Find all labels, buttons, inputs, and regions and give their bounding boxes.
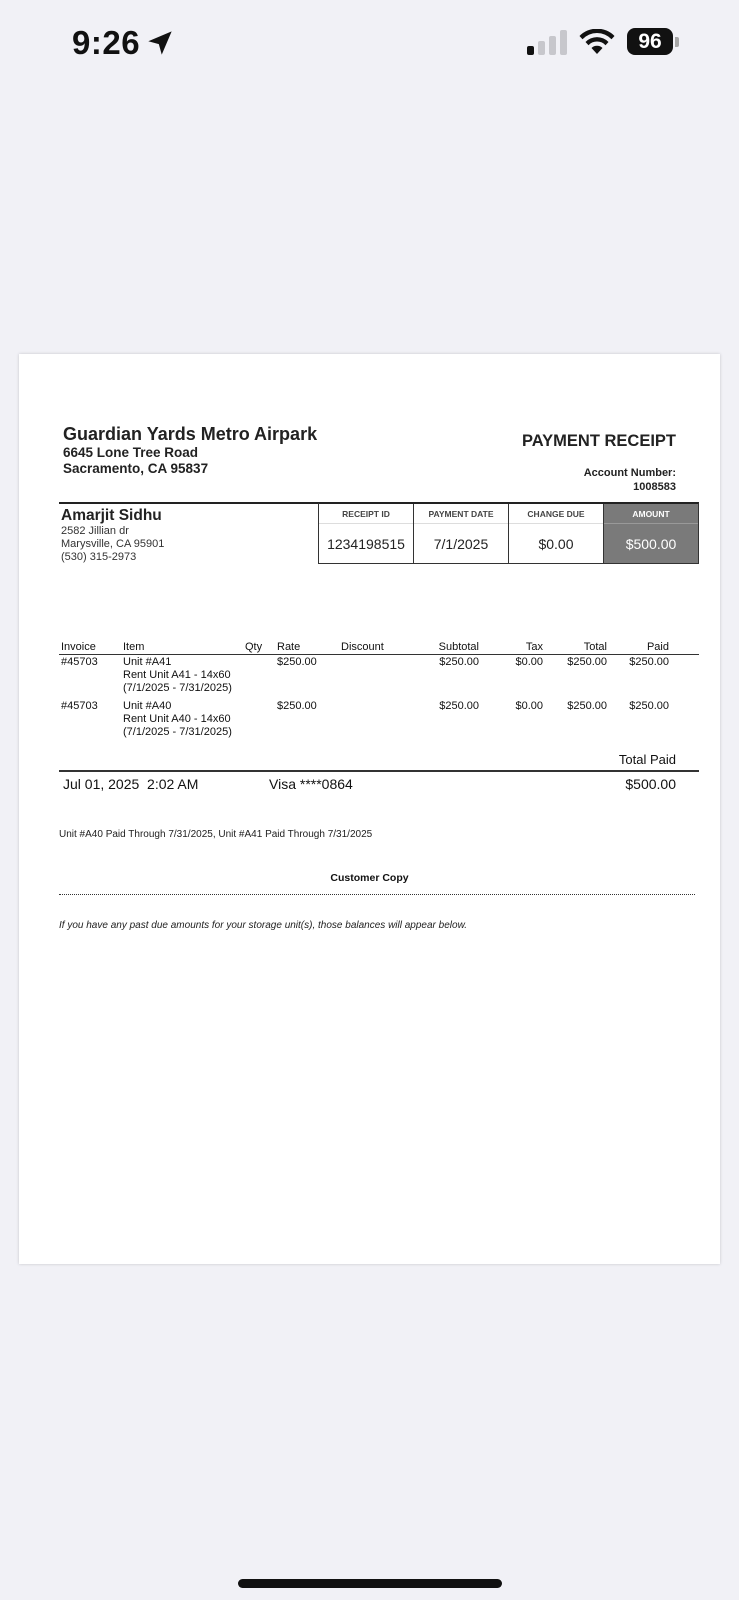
col-paid: Paid [646,641,669,653]
company-name: Guardian Yards Metro Airpark [63,424,318,444]
clock-text: 9:26 [72,24,141,61]
total-paid-label: Total Paid [618,752,676,767]
summary-label: AMOUNT [604,504,698,524]
col-tax: Tax [525,641,543,653]
summary-payment-date [414,504,509,563]
row-item [123,656,245,699]
row-paid: $250.00 [629,656,669,668]
col-rate: Rate [277,641,301,653]
row-subtotal: $250.00 [439,656,479,668]
customer-copy-label: Customer Copy [330,872,409,884]
col-invoice: Invoice [61,641,96,653]
item-period: (7/1/2025 - 7/31/2025) [123,726,232,738]
customer-name: Amarjit Sidhu [61,507,162,524]
cellular-signal-icon [527,29,567,55]
col-item: Item [123,641,145,653]
summary-value: 7/1/2025 [433,535,489,552]
row-invoice: #45703 [61,700,98,712]
customer-address-line2: Marysville, CA 95901 [61,538,165,550]
account-number-value: 1008583 [633,481,676,493]
summary-label: PAYMENT DATE [414,504,508,524]
receipt-title: PAYMENT RECEIPT [521,432,676,450]
customer-info [61,506,164,564]
item-description: Rent Unit A40 - 14x60 [123,713,231,725]
payment-method: Visa ****0864 [269,776,353,792]
row-qty [245,700,277,743]
company-address-line2: Sacramento, CA 95837 [63,461,209,476]
row-tax: $0.00 [515,656,543,668]
col-total: Total [583,641,607,653]
battery-icon [627,28,679,55]
row-subtotal: $250.00 [439,700,479,712]
receipt-summary-box [318,502,699,564]
home-indicator[interactable] [238,1579,502,1588]
row-discount [337,700,399,743]
summary-label: RECEIPT ID [319,504,413,524]
battery-level: 96 [627,28,673,55]
row-total: $250.00 [567,656,607,668]
summary-value: $0.00 [538,535,574,552]
item-unit: Unit #A41 [123,656,172,668]
row-item [123,700,245,743]
row-rate: $250.00 [277,700,317,712]
company-info [63,424,317,477]
summary-value: 1234198515 [327,535,405,552]
item-unit: Unit #A40 [123,700,172,712]
past-due-note: If you have any past due amounts for your storage unit(s), those balances will appear below. [59,920,468,931]
summary-receipt-id [319,504,414,563]
invoice-items-table [59,639,699,743]
row-discount [337,656,399,699]
payment-amount: $500.00 [625,776,676,792]
account-number-label: Account Number: [583,467,676,479]
summary-amount [604,504,698,563]
table-header [59,639,699,655]
tear-line [59,894,695,895]
payment-divider [59,770,699,772]
row-total: $250.00 [567,700,607,712]
row-invoice: #45703 [61,656,98,668]
row-qty [245,656,277,699]
wifi-icon [579,29,615,55]
company-address-line1: 6645 Lone Tree Road [63,445,199,460]
item-period: (7/1/2025 - 7/31/2025) [123,682,232,694]
customer-address-line1: 2582 Jillian dr [61,525,129,537]
summary-change-due [509,504,604,563]
row-rate: $250.00 [277,656,317,668]
col-subtotal: Subtotal [438,641,479,653]
col-discount: Discount [341,641,384,653]
account-number-block [584,466,676,494]
col-qty: Qty [245,641,263,653]
item-description: Rent Unit A41 - 14x60 [123,669,231,681]
summary-label: CHANGE DUE [509,504,603,524]
row-paid: $250.00 [629,700,669,712]
customer-phone: (530) 315-2973 [61,551,137,563]
summary-value: $500.00 [625,535,677,552]
paid-through-note: Unit #A40 Paid Through 7/31/2025, Unit #A41 Paid Through 7/31/2025 [59,829,373,840]
status-time [72,24,174,62]
status-indicators [527,28,679,55]
table-row [59,699,699,743]
row-tax: $0.00 [515,700,543,712]
table-row [59,655,699,699]
payment-datetime: Jul 01, 2025 2:02 AM [63,776,199,792]
location-arrow-icon [146,29,174,57]
receipt-document [19,354,720,1264]
